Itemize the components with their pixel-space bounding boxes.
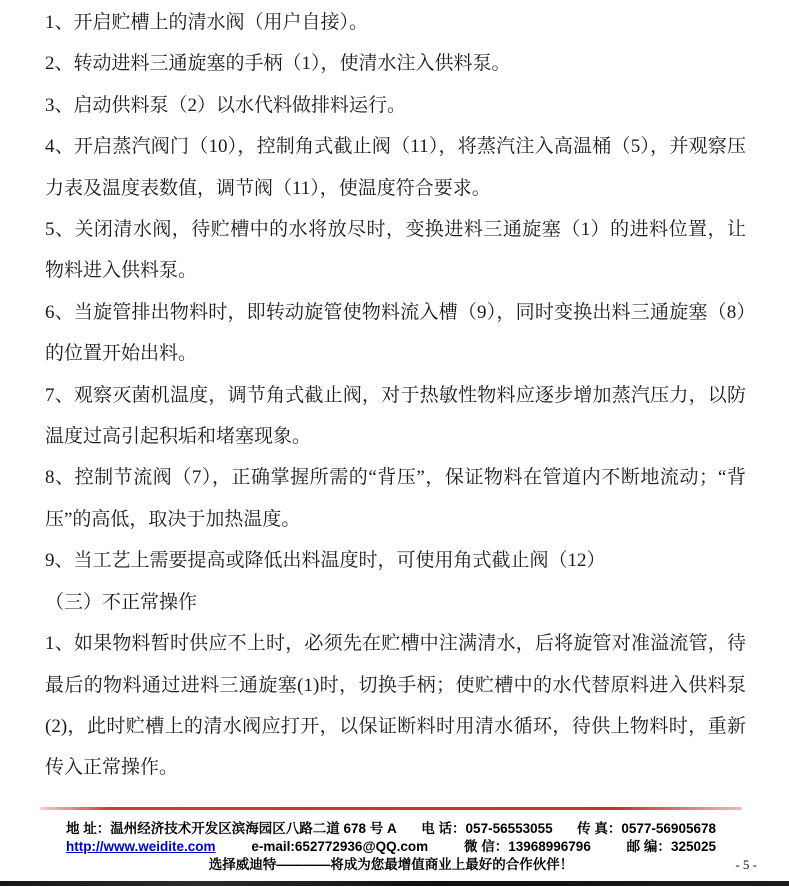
body-text <box>45 2 746 789</box>
footer-address-value: 温州经济技术开发区滨海园区八路二道 678 号 A <box>110 821 397 836</box>
bottom-edge-bar <box>0 881 789 886</box>
paragraph: 1、开启贮槽上的清水阀（用户自接）。 <box>45 12 369 33</box>
footer-wechat-value: 13968996796 <box>508 839 591 854</box>
paragraph: 5、关闭清水阀，待贮槽中的水将放尽时，变换进料三通旋塞（1）的进料位置，让物料进入供料泵。 <box>45 219 746 282</box>
footer-phone <box>421 820 552 838</box>
paragraph: 6、当旋管排出物料时，即转动旋管使物料流入槽（9），同时变换出料三通旋塞（8）的位置开始出料。 <box>45 301 746 365</box>
footer-fax-label: 传 真： <box>577 821 622 836</box>
footer-address-label: 地 址： <box>66 821 111 836</box>
paragraph: 9、当工艺上需要提高或降低出料温度时，可使用角式截止阀（12） <box>45 550 606 572</box>
footer-email: e-mail:652772936@QQ.com <box>251 839 429 854</box>
footer-zip-label: 邮 编： <box>626 839 671 854</box>
footer-fax-value: 0577-56905678 <box>621 821 716 836</box>
red-divider-line <box>40 807 742 810</box>
footer-zip-value: 325025 <box>670 839 716 854</box>
page-number: - 5 - <box>735 857 757 872</box>
footer-wechat-label: 微 信： <box>463 839 509 854</box>
paragraph: 8、控制节流阀（7），正确掌握所需的“背压”，保证物料在管道内不断地流动；“背压”的高低，取决于加热温度。 <box>45 467 746 530</box>
paragraph: 7、观察灭菌机温度，调节角式截止阀，对于热敏性物料应逐步增加蒸汽压力，以防温度过高引起积垢和堵塞现象。 <box>45 384 746 448</box>
paragraph: 2、转动进料三通旋塞的手柄（1），使清水注入供料泵。 <box>45 53 511 75</box>
section-heading: （三）不正常操作 <box>45 591 198 613</box>
footer-row-2 <box>66 838 716 856</box>
footer <box>66 820 716 874</box>
paragraph: 4、开启蒸汽阀门（10），控制角式截止阀（11），将蒸汽注入高温桶（5），并观察压力表及温度表数值，调节阀（11），使温度符合要求。 <box>45 136 746 199</box>
footer-slogan: 选择威迪特————将成为您最增值商业上最好的合作伙伴！ <box>208 857 574 872</box>
footer-row-1 <box>66 820 716 838</box>
footer-wechat <box>464 838 591 856</box>
footer-fax <box>577 820 716 838</box>
footer-address <box>66 820 397 838</box>
paragraph: 3、启动供料泵（2）以水代料做排料运行。 <box>45 94 407 116</box>
footer-phone-value: 057-56553055 <box>465 821 553 836</box>
footer-zip <box>627 838 716 856</box>
website-link[interactable]: http://www.weidite.com <box>66 839 216 854</box>
paragraph: 1、如果物料暂时供应不上时，必须先在贮槽中注满清水，后将旋管对准溢流管，待最后的物料通过进料三通旋塞(1)时，切换手柄；使贮槽中的水代替原料进入供料泵(2)，此时贮槽上的清水阀应打开，以保证断料时用清水循环，待供上物料时，重新传入正常操作。 <box>45 633 746 779</box>
footer-phone-label: 电 话： <box>421 821 466 836</box>
